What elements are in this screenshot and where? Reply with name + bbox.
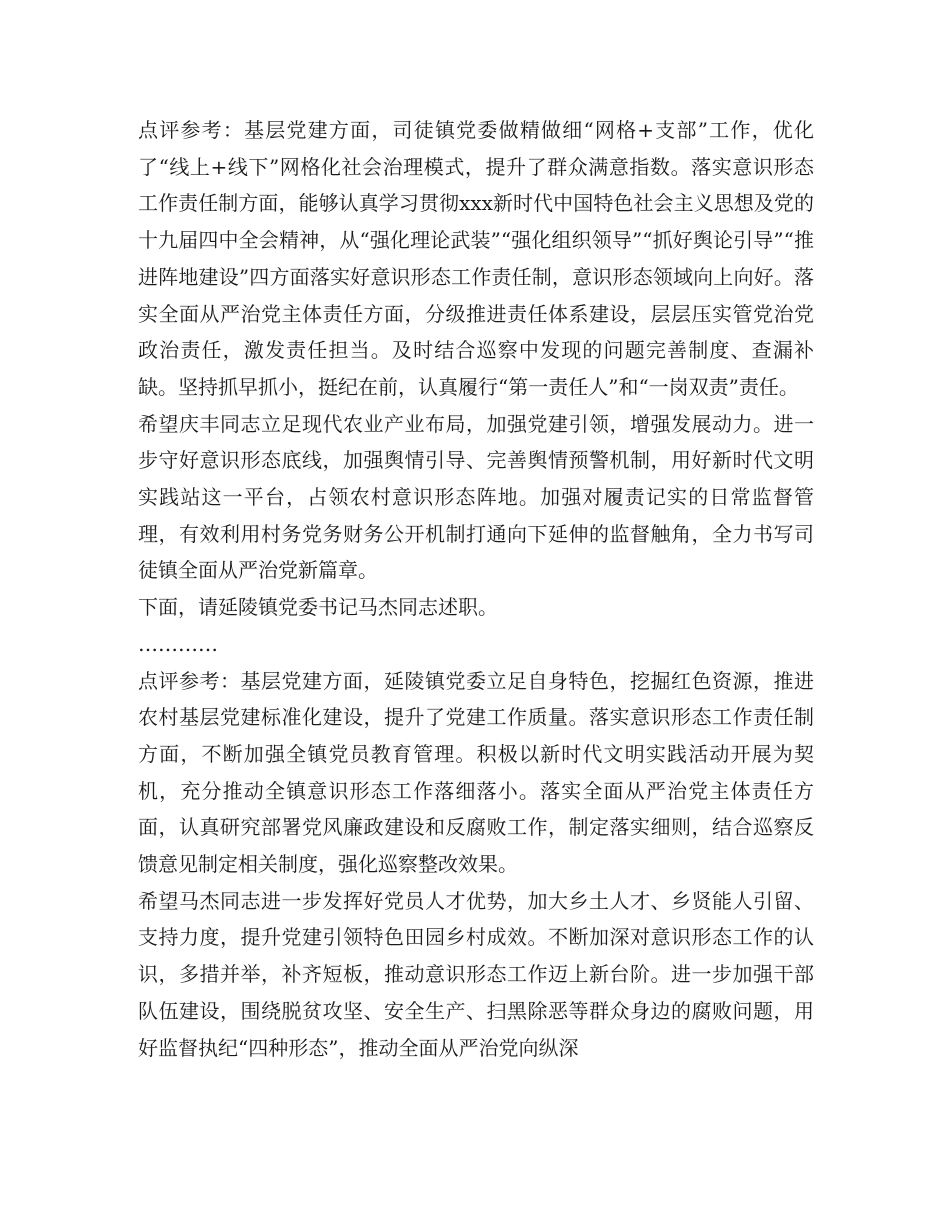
paragraph-hope-qingfeng: 希望庆丰同志立足现代农业产业布局，加强党建引领，增强发展动力。进一步守好意识形态底线，加强舆情引导、完善舆情预警机制，用好新时代文明实践站这一平台，占领农村意识形态阵地。加强对履责记实的日常监督管理，有效利用村务党务财务公开机制打通向下延伸的监督触角，全力书写司徒镇全面从严治党新篇章。 [138, 411, 814, 583]
paragraph-review-situ: 点评参考：基层党建方面，司徒镇党委做精做细“网格+支部”工作，优化了“线上+线下”网格化社会治理模式，提升了群众满意指数。落实意识形态工作责任制方面，能够认真学习贯彻xxx新时代中国特色社会主义思想及党的十九届四中全会精神，从“强化理论武装”“强化组织领导”“抓好舆论引导”“推进阵地建设”四方面落实好意识形态工作责任制，意识形态领域向上向好。落实全面从严治党主体责任方面，分级推进责任体系建设，层层压实管党治党政治责任，激发责任担当。及时结合巡察中发现的问题完善制度、查漏补缺。坚持抓早抓小，挺纪在前，认真履行“第一责任人”和“一岗双责”责任。 [138, 118, 814, 399]
paragraph-ellipsis: ………… [138, 631, 218, 656]
paragraph-review-yanling: 点评参考：基层党建方面，延陵镇党委立足自身特色，挖掘红色资源，推进农村基层党建标准化建设，提升了党建工作质量。落实意识形态工作责任制方面，不断加强全镇党员教育管理。积极以新时代文明实践活动开展为契机，充分推动全镇意识形态工作落细落小。落实全面从严治党主体责任方面，认真研究部署党风廉政建设和反腐败工作，制定落实细则，结合巡察反馈意见制定相关制度，强化巡察整改效果。 [138, 668, 814, 877]
paragraph-next-speaker: 下面，请延陵镇党委书记马杰同志述职。 [138, 595, 498, 620]
document-body [138, 112, 814, 1066]
paragraph-hope-majie: 希望马杰同志进一步发挥好党员人才优势，加大乡土人才、乡贤能人引留、支持力度，提升党建引领特色田园乡村成效。不断加深对意识形态工作的认识，多措并举，补齐短板，推动意识形态工作迈上新台阶。进一步加强干部队伍建设，围绕脱贫攻坚、安全生产、扫黑除恶等群众身边的腐败问题，用好监督执纪“四种形态”，推动全面从严治党向纵深 [138, 888, 814, 1060]
